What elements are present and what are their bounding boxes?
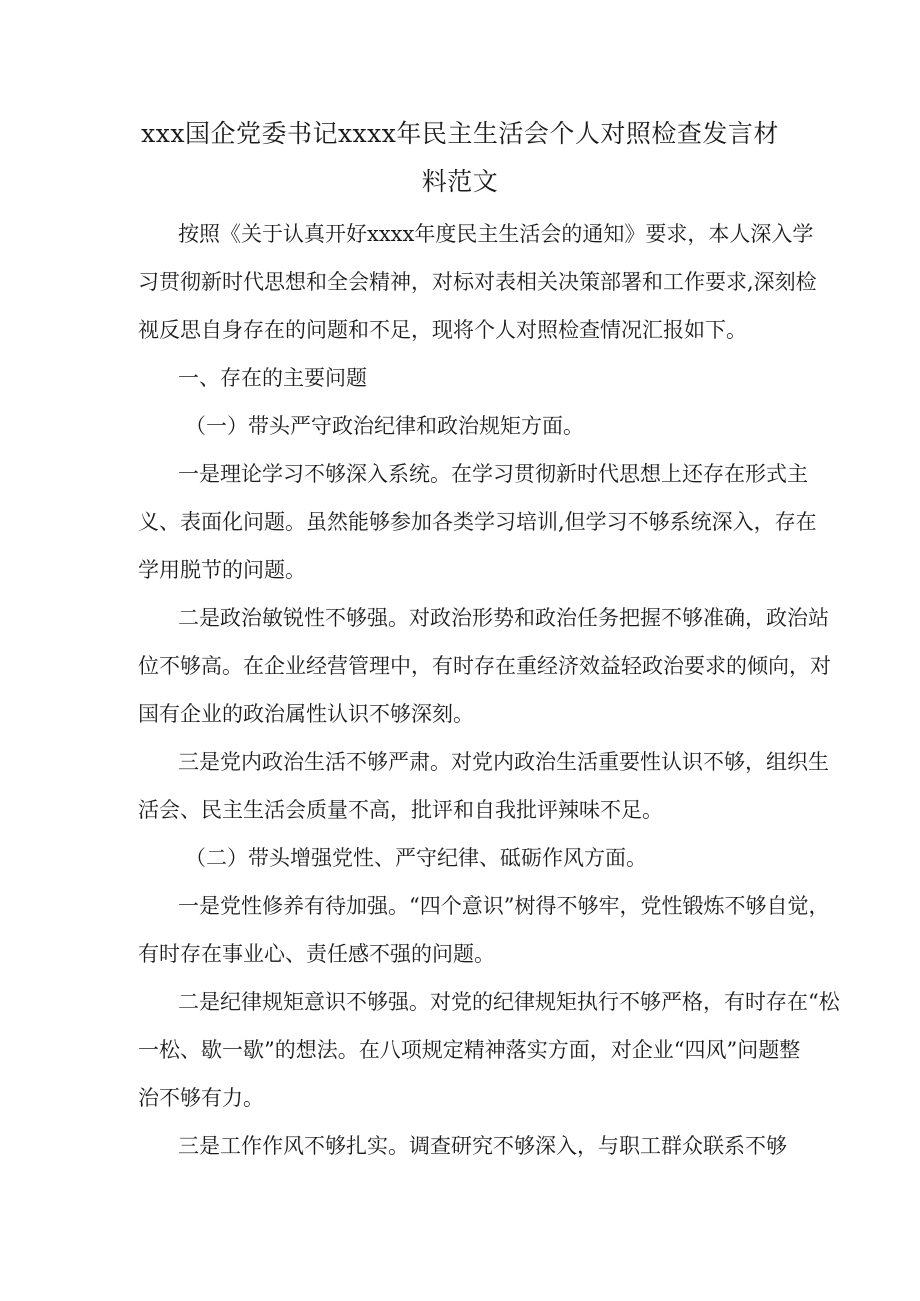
section-heading: 一、存在的主要问题 — [178, 366, 367, 390]
paragraph-line: 一是理论学习不够深入系统。在学习贯彻新时代思想上还存在形式主 — [178, 462, 808, 486]
paragraph-line: 学用脱节的问题。 — [138, 558, 306, 582]
paragraph-line: 视反思自身存在的问题和不足，现将个人对照检查情况汇报如下。 — [138, 318, 747, 342]
paragraph-line: 一松、歇一歇”的想法。在八项规定精神落实方面，对企业“四风”问题整 — [138, 1038, 801, 1062]
paragraph-line: 按照《关于认真开好xxxx年度民主生活会的通知》要求，本人深入学 — [178, 222, 814, 246]
paragraph-line: 活会、民主生活会质量不高，批评和自我批评辣味不足。 — [138, 798, 663, 822]
paragraph-line: 一是党性修养有待加强。“四个意识”树得不够牢，党性锻炼不够自觉， — [178, 894, 830, 918]
document-title-line-2: 料范文 — [421, 167, 499, 196]
paragraph-line: 三是工作作风不够扎实。调查研究不够深入，与职工群众联系不够 — [178, 1134, 787, 1158]
paragraph-line: 三是党内政治生活不够严肃。对党内政治生活重要性认识不够，组织生 — [178, 750, 829, 774]
paragraph-line: 有时存在事业心、责任感不强的问题。 — [138, 942, 495, 966]
paragraph-line: 义、表面化问题。虽然能够参加各类学习培训,但学习不够系统深入，存在 — [138, 510, 817, 534]
subsection-heading: （二）带头增强党性、严守纪律、砥砺作风方面。 — [185, 846, 647, 870]
paragraph-line: 习贯彻新时代思想和全会精神，对标对表相关决策部署和工作要求,深刻检 — [138, 270, 817, 294]
document-title-line-1: xxx国企党委书记xxxx年民主生活会个人对照检查发言材 — [141, 119, 779, 148]
paragraph-line: 国有企业的政治属性认识不够深刻。 — [138, 702, 474, 726]
paragraph-line: 二是纪律规矩意识不够强。对党的纪律规矩执行不够严格，有时存在“松 — [178, 990, 840, 1014]
subsection-heading: （一）带头严守政治纪律和政治规矩方面。 — [185, 414, 584, 438]
paragraph-line: 位不够高。在企业经营管理中，有时存在重经济效益轻政治要求的倾向，对 — [138, 654, 831, 678]
paragraph-line: 治不够有力。 — [138, 1086, 264, 1110]
paragraph-line: 二是政治敏锐性不够强。对政治形势和政治任务把握不够准确，政治站 — [178, 606, 829, 630]
